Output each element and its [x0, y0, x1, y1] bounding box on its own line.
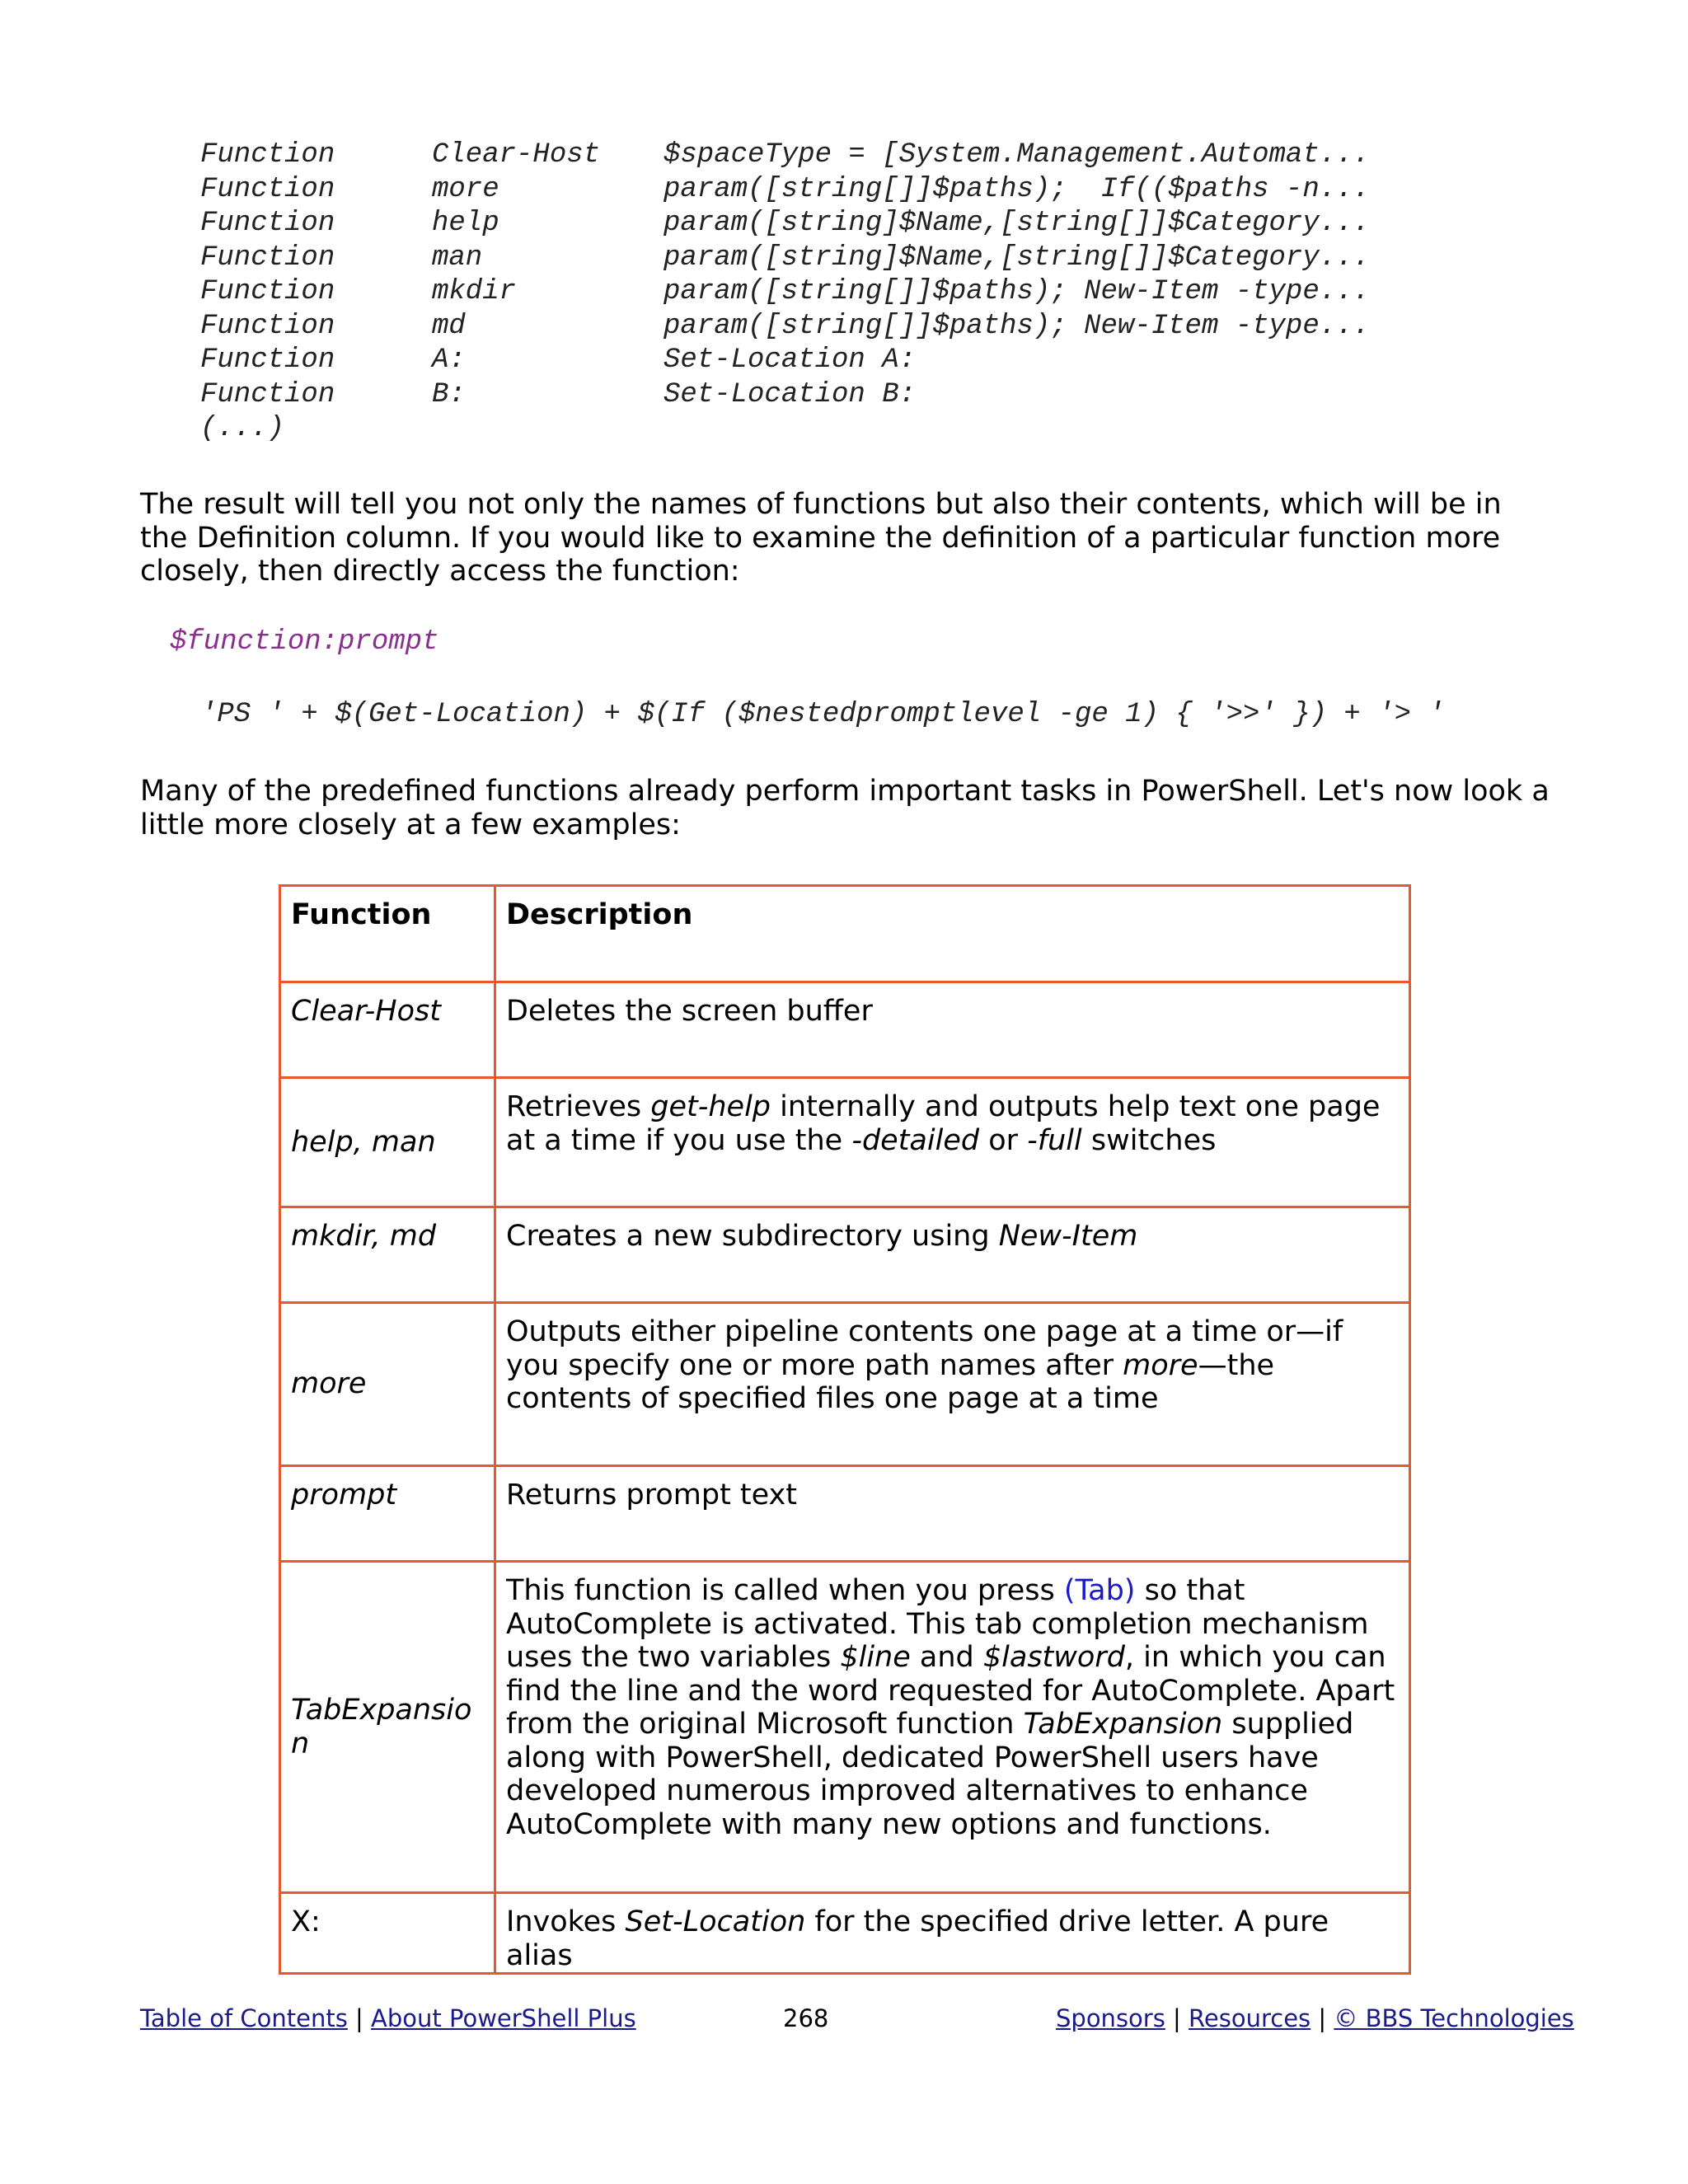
prompt-function-output: 'PS ' + $(Get-Location) + $(If ($nestedpromptlevel -ge 1) { '>>' }) + '> '	[200, 699, 1445, 730]
listing-row: Function A: Set-Location A:	[200, 344, 917, 376]
description-cell: Retrieves get-help internally and outputs help text one page at a time if you use the -detailed or -full switches	[495, 1078, 1410, 1207]
description-cell: Returns prompt text	[495, 1466, 1410, 1562]
listing-row: Function Clear-Host $spaceType = [System.Management.Automat...	[200, 139, 1370, 171]
bbs-technologies-link[interactable]: © BBS Technologies	[1334, 2004, 1574, 2032]
function-cell: X:	[280, 1893, 495, 1974]
table-row	[280, 1466, 1410, 1562]
function-cell: Clear-Host	[280, 982, 495, 1078]
table-header-row	[280, 886, 1410, 982]
function-cell: more	[280, 1303, 495, 1466]
function-cell: TabExpansio n	[280, 1562, 495, 1893]
table-row	[280, 1207, 1410, 1303]
sponsors-link[interactable]: Sponsors	[1056, 2004, 1165, 2032]
table-row	[280, 982, 1410, 1078]
table-row	[280, 1078, 1410, 1207]
table-row	[280, 1303, 1410, 1466]
description-cell: Creates a new subdirectory using New-Item	[495, 1207, 1410, 1303]
description-cell: Outputs either pipeline contents one page at a time or—if you specify one or more path names after more—the contents of specified files one page at a time	[495, 1303, 1410, 1466]
function-cell: prompt	[280, 1466, 495, 1562]
about-powershell-plus-link[interactable]: About PowerShell Plus	[371, 2004, 636, 2032]
description-cell: Invokes Set-Location for the specified drive letter. A pure alias	[495, 1893, 1410, 1974]
function-cell: help, man	[280, 1078, 495, 1207]
resources-link[interactable]: Resources	[1189, 2004, 1311, 2032]
listing-row: Function more param([string[]]$paths); If(($paths -n...	[200, 173, 1370, 205]
listing-row: Function B: Set-Location B:	[200, 378, 917, 410]
functions-table	[279, 884, 1411, 1975]
table-of-contents-link[interactable]: Table of Contents	[140, 2004, 348, 2032]
function-listing	[200, 138, 1370, 447]
description-cell: Deletes the screen buffer	[495, 982, 1410, 1078]
header-function: Function	[280, 886, 495, 982]
listing-ellipsis: (...)	[200, 413, 285, 444]
footer-left-links: Table of Contents | About PowerShell Plus	[140, 2004, 636, 2032]
paragraph-predefined-functions: Many of the predefined functions already perform important tasks in PowerShell. Let's now look a little more closely at a few examples:	[140, 775, 1550, 841]
page-number: 268	[783, 2004, 829, 2032]
function-variable-command: $function:prompt	[170, 626, 439, 658]
footer-right-links: Sponsors | Resources | © BBS Technologies	[1056, 2004, 1574, 2032]
table-row	[280, 1893, 1410, 1974]
paragraph-function-definitions: The result will tell you not only the names of functions but also their contents, which will be in the Definition column. If you would like to examine the definition of a particular function more closely, then directly access the function:	[140, 488, 1502, 588]
header-description: Description	[495, 886, 1410, 982]
function-cell: mkdir, md	[280, 1207, 495, 1303]
table-row	[280, 1562, 1410, 1893]
tab-key-label: (Tab)	[1063, 1574, 1136, 1607]
listing-row: Function mkdir param([string[]]$paths); New-Item -type...	[200, 276, 1370, 307]
listing-row: Function man param([string]$Name,[string[]]$Category...	[200, 241, 1370, 274]
listing-row: Function md param([string[]]$paths); New-Item -type...	[200, 310, 1370, 342]
description-cell: This function is called when you press (Tab) so that AutoComplete is activated. This tab completion mechanism uses the two variables $line and $lastword, in which you can find the line and the word requested for AutoComplete. Apart from the original Microsoft function TabExpansion supplied along with PowerShell, dedicated PowerShell users have developed numerous improved alternatives to enhance AutoComplete with many new options and functions.	[495, 1562, 1410, 1893]
listing-row: Function help param([string]$Name,[string[]]$Category...	[200, 208, 1370, 239]
